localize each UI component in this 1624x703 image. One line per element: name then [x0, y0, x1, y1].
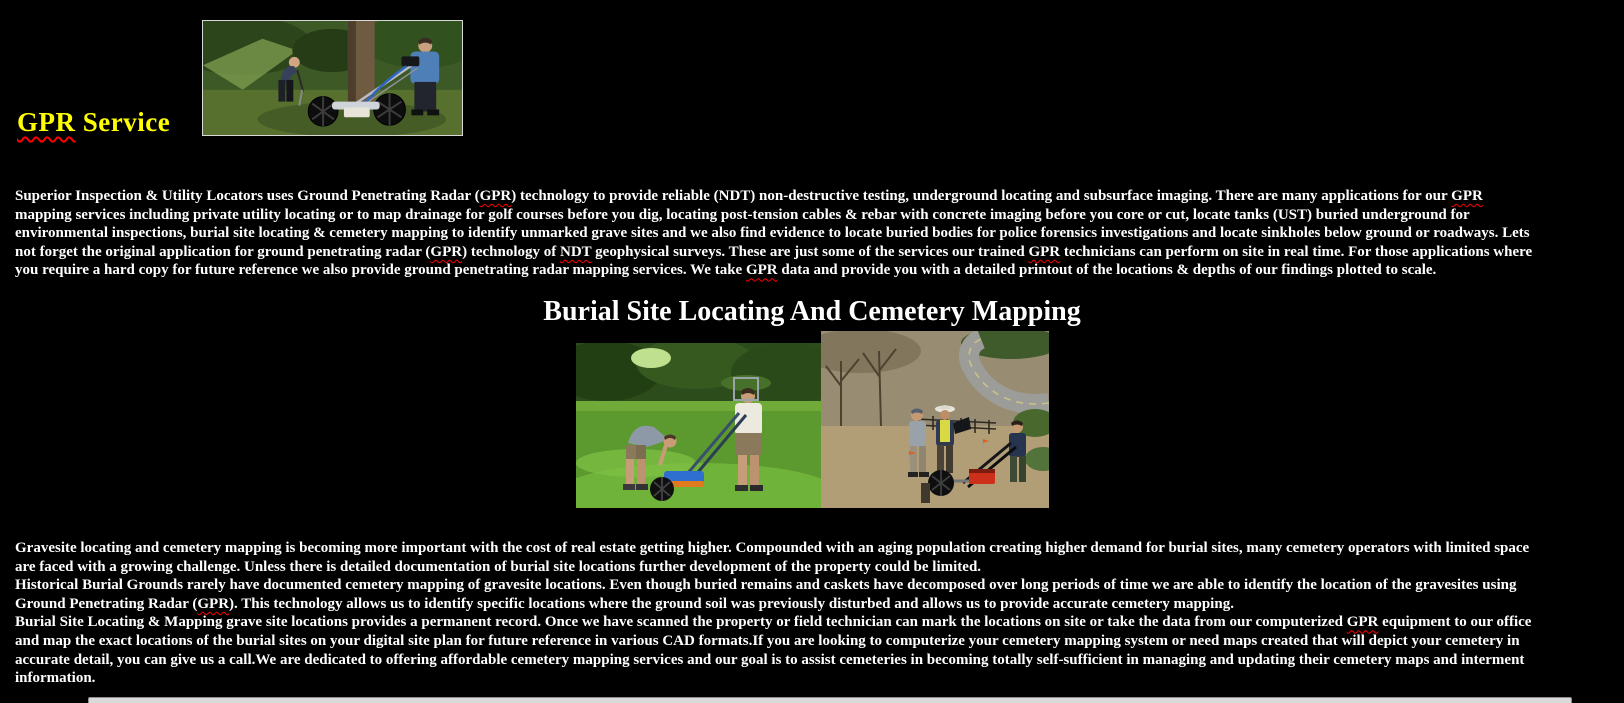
- text-segment: Superior Inspection & Utility Locators uses Ground Penetrating Radar (: [15, 188, 480, 204]
- spellcheck-flagged-word: GPR: [197, 595, 230, 612]
- text-segment: equipment to our office and map the exact locations of the burial sites on your digital site plan for future reference in various CAD formats.If you are looking to computerize your cemetery mapping system or need maps created that will depict your cemetery in accurate detail, you can give us a call.We are dedicated to offering affordable cemetery mapping services and our goal is to assist cemeteries in becoming totally self-sufficient in managing and updating their cemetery maps and interment information.: [15, 614, 1532, 687]
- park-gpr-survey-photo: [202, 20, 463, 136]
- text-segment: geophysical surveys. These are just some of the services our trained: [591, 243, 1029, 260]
- lawn-gpr-survey-photo: [576, 343, 821, 508]
- text-segment: ). This technology allows us to identify specific locations where the ground soil was previously disturbed and allows us to provide accurate cemetery mapping.: [229, 595, 1234, 612]
- text-segment: mapping services including private utility locating or to map drainage for golf courses before you dig, locating post-tension cables & rebar with concrete imaging before you core or cut, locate tanks (UST) buried underground for environmental inspections, burial site locating & cemetery mapping to identify unmarked grave sites and we also find evidence to locate buried bodies for police forensics investigations and locate sinkholes below ground or roadways. Lets not forget the original application for ground penetrating radar (: [15, 206, 1530, 260]
- gravesite-paragraph: [15, 539, 1545, 576]
- text-segment: Historical Burial Grounds rarely have documented cemetery mapping of gravesite locations. Even though buried remains and caskets have decomposed over long periods of time we are able to identify the location of the gravesites using Ground Penetrating Radar (: [15, 577, 1517, 612]
- historical-burial-paragraph: [15, 576, 1545, 613]
- body-paragraphs: [15, 539, 1545, 688]
- text-segment: ) technology of: [462, 243, 560, 260]
- text-segment: data and provide you with a detailed printout of the locations & depths of our findings plotted to scale.: [777, 262, 1437, 279]
- cemetery-photo-row: [0, 331, 1624, 508]
- spellcheck-flagged-word: GPR: [745, 262, 778, 279]
- burial-mapping-paragraph: [15, 613, 1545, 687]
- spellcheck-flagged-word: GPR: [1028, 243, 1061, 260]
- text-segment: ) technology to provide reliable (NDT) non-destructive testing, underground locating and subsurface imaging. There are many applications for our: [511, 188, 1452, 204]
- roadside-gpr-survey-photo: [821, 331, 1049, 508]
- intro-paragraph: [15, 187, 1543, 280]
- spellcheck-flagged-word: GPR: [17, 107, 76, 137]
- spellcheck-flagged-word: GPR: [479, 188, 512, 204]
- text-segment: Service: [75, 107, 171, 137]
- photo-illustration: [821, 331, 1049, 508]
- spellcheck-flagged-word: NDT: [560, 243, 592, 260]
- photo-illustration: [203, 21, 462, 135]
- spellcheck-flagged-word: GPR: [1451, 188, 1483, 204]
- photo-illustration: [576, 343, 821, 508]
- text-segment: Gravesite locating and cemetery mapping is becoming more important with the cost of real estate getting higher. Compounded with an aging population creating higher demand for burial sites, many cemetery operators with limited space are faced with a growing challenge. Unless there is detailed documentation of burial site locations further development of the property could be limited.: [15, 540, 1530, 575]
- page-title: [17, 108, 170, 138]
- text-segment: Burial Site Locating & Mapping grave site locations provides a permanent record. Once we have scanned the property or field technician can mark the locations on site or take the data from our computerized: [15, 614, 1347, 631]
- horizontal-scrollbar[interactable]: [88, 697, 1572, 703]
- text-segment: technicians can perform on site in real time. For those applications where you require a hard copy for future reference we also provide ground penetrating radar mapping services. We take: [15, 243, 1533, 279]
- spellcheck-flagged-word: GPR: [430, 243, 463, 260]
- section-heading: Burial Site Locating And Cemetery Mapping: [543, 296, 1081, 327]
- spellcheck-flagged-word: GPR: [1346, 614, 1379, 631]
